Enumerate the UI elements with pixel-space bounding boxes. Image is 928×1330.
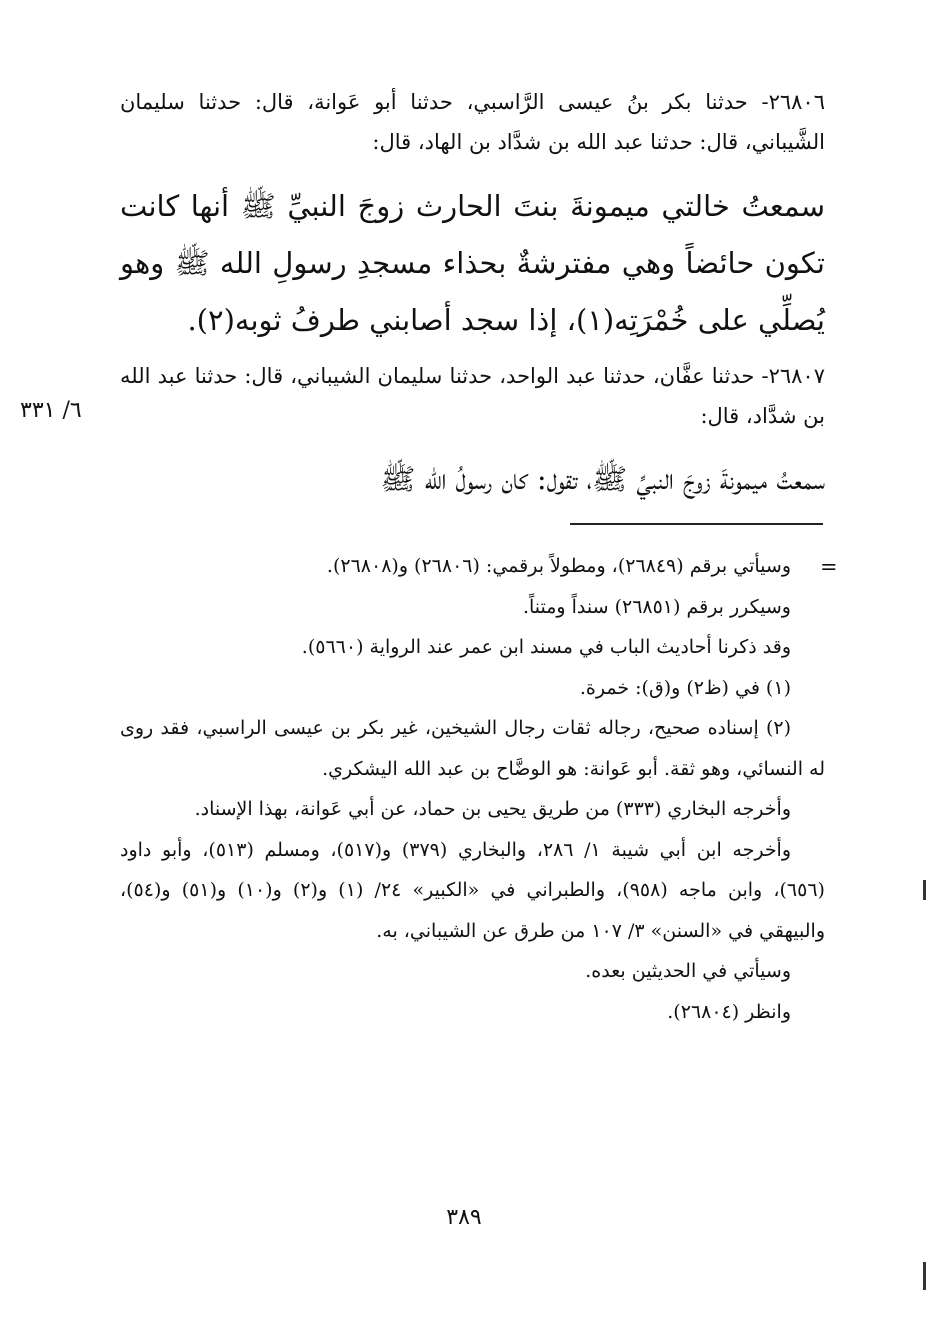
continuation-mark: =: [820, 555, 838, 579]
footnote-line: وانظر (٢٦٨٠٤).: [667, 1000, 791, 1023]
footnote-line: وسيأتي برقم (٢٦٨٤٩)، ومطولاً برقمي: (٢٦٨٠٦) و(٢٦٨٠٨).: [326, 555, 791, 577]
margin-reference: ٦/ ٣٣١: [20, 398, 82, 423]
hadith-26806-matn: سمعتُ خالتي ميمونةَ بنتَ الحارث زوجَ النبيِّ ﷺ أنها كانت تكون حائضاً وهي مفترشةٌ بحذاء مسجدِ رسولِ الله ﷺ وهو يُصلِّي على خُمْرَتِه(١)، إذا سجد أصابني طرفُ ثوبه(٢).: [120, 189, 825, 337]
hadith-26806-isnad: ٢٦٨٠٦- حدثنا بكر بنُ عيسى الرَّاسبي، حدثنا أبو عَوانة، قال: حدثنا سليمان الشَّيباني، قال: حدثنا عبد الله بن شدَّاد بن الهاد، قال:: [120, 90, 825, 154]
footnote-line: وسيأتي في الحديثين بعده.: [585, 960, 791, 982]
footnote-line: وأخرجه البخاري (٣٣٣) من طريق يحيى بن حماد، عن أبي عَوانة، بهذا الإسناد.: [194, 798, 791, 820]
footnotes: [120, 546, 825, 1032]
footnote-line: وأخرجه ابن أبي شيبة ١/ ٢٨٦، والبخاري (٣٧٩) و(٥١٧)، ومسلم (٥١٣)، وأبو داود (٦٥٦)، وابن ماجه (٩٥٨)، والطبراني في «الكبير» ٢٤/ (١) و(٢) و(١٠) و(٥١) و(٥٤)، والبيهقي في «السنن» ٣/ ١٠٧ من طرق عن الشيباني، به.: [120, 838, 825, 942]
footnote-1: (١) في (ظ٢) و(ق): خمرة.: [579, 676, 791, 699]
scan-edge-mark: [923, 1262, 926, 1290]
scan-edge-mark: [923, 880, 926, 900]
footnote-separator: [570, 523, 823, 525]
footnote-2: (٢) إسناده صحيح، رجاله ثقات رجال الشيخين، غير بكر بن عيسى الراسبي، فقد روى له النسائي، وهو ثقة. أبو عَوانة: هو الوضَّاح بن عبد الله اليشكري.: [120, 717, 825, 780]
footnote-line: وسيكرر برقم (٢٦٨٥١) سنداً ومتناً.: [522, 595, 791, 618]
hadith-26807-isnad: ٢٦٨٠٧- حدثنا عفَّان، حدثنا عبد الواحد، حدثنا سليمان الشيباني، قال: حدثنا عبد الله بن شدَّاد، قال:: [120, 364, 825, 428]
footnote-line: وقد ذكرنا أحاديث الباب في مسند ابن عمر عند الرواية (٥٦٦٠).: [301, 636, 791, 658]
page-number: ٣٨٩: [446, 1205, 482, 1230]
hadith-26807-matn: سمعتُ ميمونةَ زوجَ النبيِّ ﷺ، تقول: كان رسولُ الله ﷺ: [380, 462, 825, 496]
